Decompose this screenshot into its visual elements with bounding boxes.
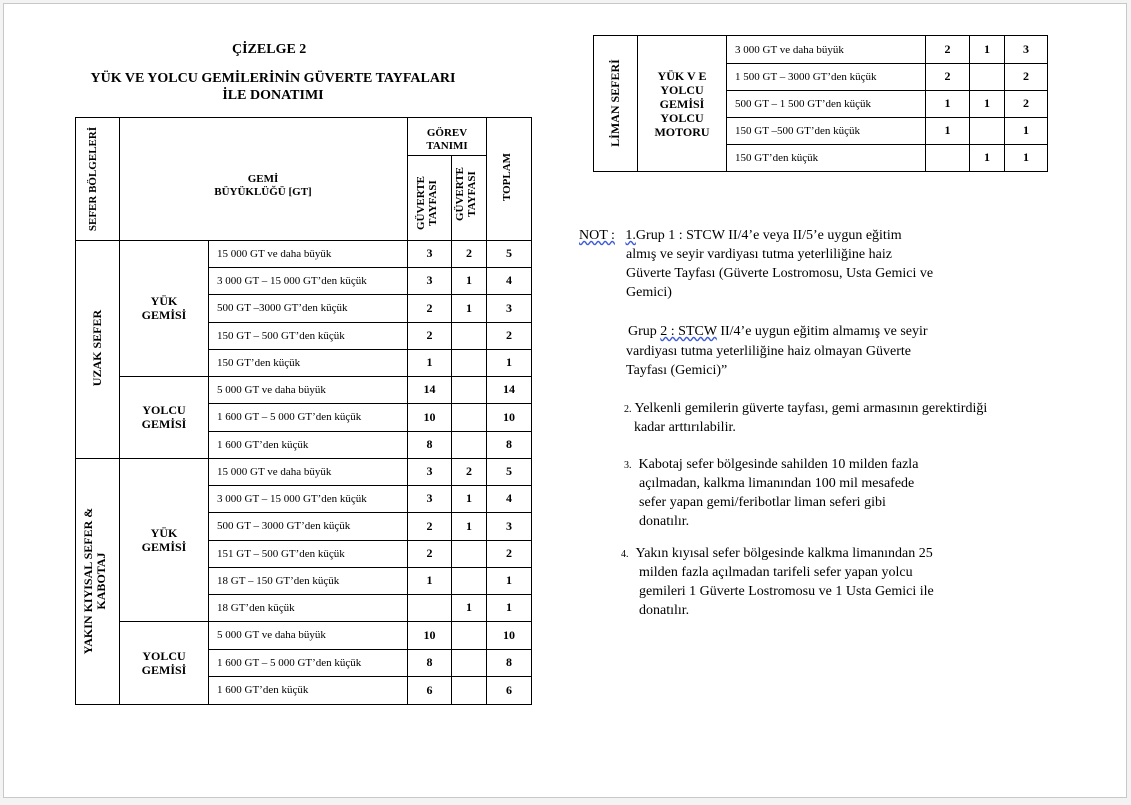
- group-yolcu-gemisi-yakin: YOLCU GEMİSİ: [141, 649, 187, 677]
- guverte-tayfasi-1-cell: 1: [426, 573, 433, 587]
- toplam-cell: 1: [506, 573, 512, 587]
- toplam-cell: 8: [506, 655, 512, 669]
- header-gorev-tanimi: GÖREV TANIMI: [426, 127, 468, 152]
- notes-label: NOT :: [579, 228, 615, 243]
- guverte-tayfasi-2-cell: [452, 540, 486, 567]
- size-cell: 3 000 GT – 15 000 GT’den küçük: [217, 492, 367, 505]
- toplam-cell: 10: [503, 409, 515, 424]
- liman-g2-cell: 1: [984, 96, 990, 110]
- guverte-tayfasi-2-cell: [452, 621, 486, 649]
- group-yuk-ve-yolcu: YÜK V E YOLCU GEMİSİ YOLCU MOTORU: [654, 69, 710, 139]
- liman-total-cell: 2: [1023, 96, 1029, 110]
- guverte-tayfasi-2-cell: 1: [466, 273, 472, 287]
- page-title: ÇİZELGE 2: [232, 42, 307, 57]
- header-gemi-buyuklugu: GEMİ BÜYÜKLÜĞÜ [GT]: [214, 173, 312, 198]
- header-guverte-tayfasi-2: GÜVERTE TAYFASI: [454, 167, 478, 222]
- size-cell: 500 GT –3000 GT’den küçük: [217, 302, 348, 314]
- guverte-tayfasi-1-cell: 8: [426, 655, 433, 669]
- header-guverte-tayfasi-2-clip: [452, 156, 486, 240]
- guverte-tayfasi-1-cell: 3: [426, 464, 433, 478]
- note-3: 3. Kabotaj sefer bölgesinde sahilden 10 milden fazla: [624, 457, 919, 472]
- liman-size-cell: 500 GT – 1 500 GT’den küçük: [735, 97, 872, 110]
- toplam-cell: 2: [506, 546, 512, 560]
- guverte-tayfasi-2-cell: [452, 431, 486, 458]
- toplam-cell: 4: [506, 491, 512, 505]
- group-yuk-gemisi-uzak: YÜK GEMİSİ: [141, 294, 187, 322]
- header-guverte-tayfasi-1: GÜVERTE TAYFASI: [415, 176, 439, 231]
- liman-total-cell: 1: [1023, 150, 1029, 164]
- header-toplam: TOPLAM: [501, 152, 513, 202]
- liman-g1-cell: 2: [944, 69, 951, 83]
- guverte-tayfasi-2-cell: 1: [466, 600, 472, 614]
- toplam-cell: 4: [506, 273, 512, 287]
- crew-table: [75, 117, 532, 705]
- document-page: ÇİZELGE 2 YÜK VE YOLCU GEMİLERİNİN GÜVERTE TAYFALARI İLE DONATIMI SEFER BÖLGELERİ GEMİ BÜYÜKLÜĞÜ [GT] GÖREV TANIMI GÜVERTE TAYFASI GÜVERTE TAYFASI TOPLAM UZAK SEFER YAKIN KIYISAL SEFER & KABOTAJ YÜK GEMİSİ YOLCU GEMİSİ YÜK GEMİSİ YOLCU GEMİSİ 15 000 GT ve daha büyük 3 2 5 3 000 GT – 15 000 GT’den küçük 3 1 4 500 GT –3000 GT’den küçük 2 1 3 150 GT – 500 GT’den küçük 2 2 150 GT’den küçük 1 1 5 000 GT ve daha büyük 14 14 1 600 GT – 5 000 GT’den küçük 10 10 1 600 GT’den küçük 8 8 15 000 GT ve daha büyük 3 2 5 3 000 GT – 15 000 GT’den küçük 3 1 4 500 GT – 3000 GT’den küçük 2 1 3 151 GT – 500 GT’den küçük 2 2 18 GT – 150 GT’den küçük 1 1 18 GT’den küçük 1 1 5 000 GT ve daha büyük 10 10 1 600 GT – 5 000 GT’den küçük 8 8 1 600 GT’den küçük 6 6 LİMAN SEFERİ YÜK V E YOLCU GEMİSİ YOLCU MOTORU 3 000 GT ve daha büyük 2 1 3 1 500 GT – 3000 GT’den küçük 2 2 500 GT – 1 500 GT’den küçük 1 1 2 150 GT –500 GT’den küçük 1 1 150 GT’den küçük 1 1 NOT : 1.Grup 1 : STCW II/4’e veya II/5’e uygun eğitim almış ve seyir vardiyası tutma yeterliliğine haiz Güverte Tayfası (Güverte Lostromosu, Usta Gemici ve Gemici) Grup 2 : STCW II/4’e uygun eğitim almamış ve seyir vardiyası tutma yeterliliğine haiz olmayan Güverte Tayfası (Gemici)” 2. Yelkenli gemilerin güverte tayfası, gemi armasının gerektirdiği kadar arttırılabilir. 3. Kabotaj sefer bölgesinde sahilden 10 milden fazla açılmadan, kalkma limanından 100 mil mesafede sefer yapan gemi/feribotlar liman seferi gibi donatılır. 4. Yakın kıyısal sefer bölgesinde kalkma limanından 25 milden fazla açılmadan tarifeli sefer yapan yolcu gemileri 1 Güverte Lostromosu ve 1 Usta Gemici ile donatılır.: [3, 3, 1127, 798]
- region-uzak-sefer: UZAK SEFER: [90, 309, 104, 387]
- guverte-tayfasi-2-cell: [452, 567, 486, 594]
- size-cell: 5 000 GT ve daha büyük: [217, 629, 326, 641]
- region-liman-seferi: LİMAN SEFERİ: [608, 59, 622, 147]
- liman-size-cell: 150 GT’den küçük: [735, 151, 819, 164]
- size-cell: 150 GT – 500 GT’den küçük: [217, 329, 345, 342]
- guverte-tayfasi-1-cell: 10: [423, 409, 436, 424]
- liman-g1-cell: 1: [944, 123, 951, 137]
- group-yolcu-gemisi-uzak: YOLCU GEMİSİ: [141, 403, 187, 431]
- size-cell: 3 000 GT – 15 000 GT’den küçük: [217, 274, 367, 287]
- liman-g1-cell: 2: [944, 42, 951, 56]
- subtitle-line-2: İLE DONATIMI: [222, 88, 324, 103]
- size-cell: 151 GT – 500 GT’den küçük: [217, 547, 345, 560]
- guverte-tayfasi-2-cell: [452, 676, 486, 704]
- size-cell: 18 GT – 150 GT’den küçük: [217, 574, 340, 587]
- liman-size-cell: 1 500 GT – 3000 GT’den küçük: [735, 70, 877, 83]
- liman-g2-cell: 1: [984, 42, 990, 56]
- liman-total-cell: 1: [1023, 123, 1029, 137]
- size-cell: 18 GT’den küçük: [217, 601, 295, 614]
- guverte-tayfasi-2-cell: 2: [466, 246, 472, 260]
- guverte-tayfasi-1-cell: 2: [426, 328, 433, 342]
- header-sefer-bolgeleri: SEFER BÖLGELERİ: [87, 126, 99, 232]
- guverte-tayfasi-2-cell: [452, 322, 486, 349]
- guverte-tayfasi-1-cell: 14: [423, 382, 436, 396]
- group-yuk-gemisi-yakin: YÜK GEMİSİ: [141, 526, 187, 554]
- liman-total-cell: 3: [1023, 42, 1029, 56]
- guverte-tayfasi-2-cell: 1: [466, 300, 472, 315]
- note-grup-2: Grup 2 : STCW II/4’e uygun eğitim almamış ve seyir: [628, 324, 928, 339]
- toplam-cell: 8: [506, 437, 512, 451]
- liman-g2-cell: [970, 117, 1004, 144]
- note-4: 4. Yakın kıyısal sefer bölgesinde kalkma limanından 25: [621, 546, 933, 561]
- region-yakin-kiyisal: YAKIN KIYISAL SEFER & KABOTAJ: [81, 507, 108, 655]
- page-subtitle: [4, 70, 542, 104]
- liman-size-cell: 150 GT –500 GT’den küçük: [735, 124, 861, 137]
- note-1: NOT : 1.Grup 1 : STCW II/4’e veya II/5’e uygun eğitim: [579, 228, 902, 243]
- guverte-tayfasi-1-cell: 3: [426, 246, 433, 260]
- liman-g2-cell: 1: [984, 150, 990, 164]
- size-cell: 150 GT’den küçük: [217, 356, 301, 369]
- liman-table: [593, 35, 1048, 172]
- size-cell: 500 GT – 3000 GT’den küçük: [217, 520, 351, 532]
- guverte-tayfasi-1-cell: 2: [426, 546, 433, 560]
- size-cell: 1 600 GT – 5 000 GT’den küçük: [217, 656, 362, 669]
- guverte-tayfasi-2-cell: [452, 376, 486, 403]
- subtitle-line-1: YÜK VE YOLCU GEMİLERİNİN GÜVERTE TAYFALARI: [90, 71, 456, 86]
- liman-size-cell: 3 000 GT ve daha büyük: [735, 43, 844, 56]
- toplam-cell: 1: [506, 355, 512, 369]
- size-cell: 1 600 GT’den küçük: [217, 438, 309, 451]
- guverte-tayfasi-2-cell: [452, 649, 486, 676]
- guverte-tayfasi-2-cell: 1: [466, 518, 472, 533]
- guverte-tayfasi-2-cell: 1: [466, 491, 472, 505]
- guverte-tayfasi-1-cell: 1: [426, 355, 433, 369]
- liman-g1-cell: [926, 144, 969, 171]
- size-cell: 5 000 GT ve daha büyük: [217, 383, 326, 396]
- guverte-tayfasi-1-cell: 6: [426, 682, 433, 697]
- toplam-cell: 2: [506, 328, 512, 342]
- note-2: 2. Yelkenli gemilerin güverte tayfası, gemi armasının gerektirdiği: [624, 401, 988, 416]
- guverte-tayfasi-1-cell: 8: [426, 437, 433, 451]
- guverte-tayfasi-2-cell: [452, 349, 486, 376]
- size-cell: 1 600 GT’den küçük: [217, 684, 309, 696]
- toplam-cell: 1: [506, 600, 512, 614]
- toplam-cell: 3: [506, 300, 512, 315]
- liman-g1-cell: 1: [944, 96, 951, 110]
- guverte-tayfasi-2-cell: 2: [466, 464, 472, 478]
- liman-total-cell: 2: [1023, 69, 1029, 83]
- size-cell: 15 000 GT ve daha büyük: [217, 247, 332, 260]
- guverte-tayfasi-2-cell: [452, 403, 486, 431]
- guverte-tayfasi-1-cell: 2: [426, 300, 433, 315]
- toplam-cell: 14: [503, 382, 515, 396]
- guverte-tayfasi-1-cell: 3: [426, 491, 433, 505]
- toplam-cell: 6: [506, 682, 512, 697]
- toplam-cell: 3: [506, 518, 512, 533]
- guverte-tayfasi-1-cell: 10: [423, 627, 436, 642]
- guverte-tayfasi-1-cell: 3: [426, 273, 433, 287]
- toplam-cell: 5: [506, 246, 512, 260]
- guverte-tayfasi-1-cell: 2: [426, 518, 433, 533]
- size-cell: 1 600 GT – 5 000 GT’den küçük: [217, 411, 362, 423]
- toplam-cell: 10: [503, 627, 515, 642]
- toplam-cell: 5: [506, 464, 512, 478]
- guverte-tayfasi-1-cell: [408, 594, 451, 621]
- liman-g2-cell: [970, 63, 1004, 90]
- size-cell: 15 000 GT ve daha büyük: [217, 465, 332, 478]
